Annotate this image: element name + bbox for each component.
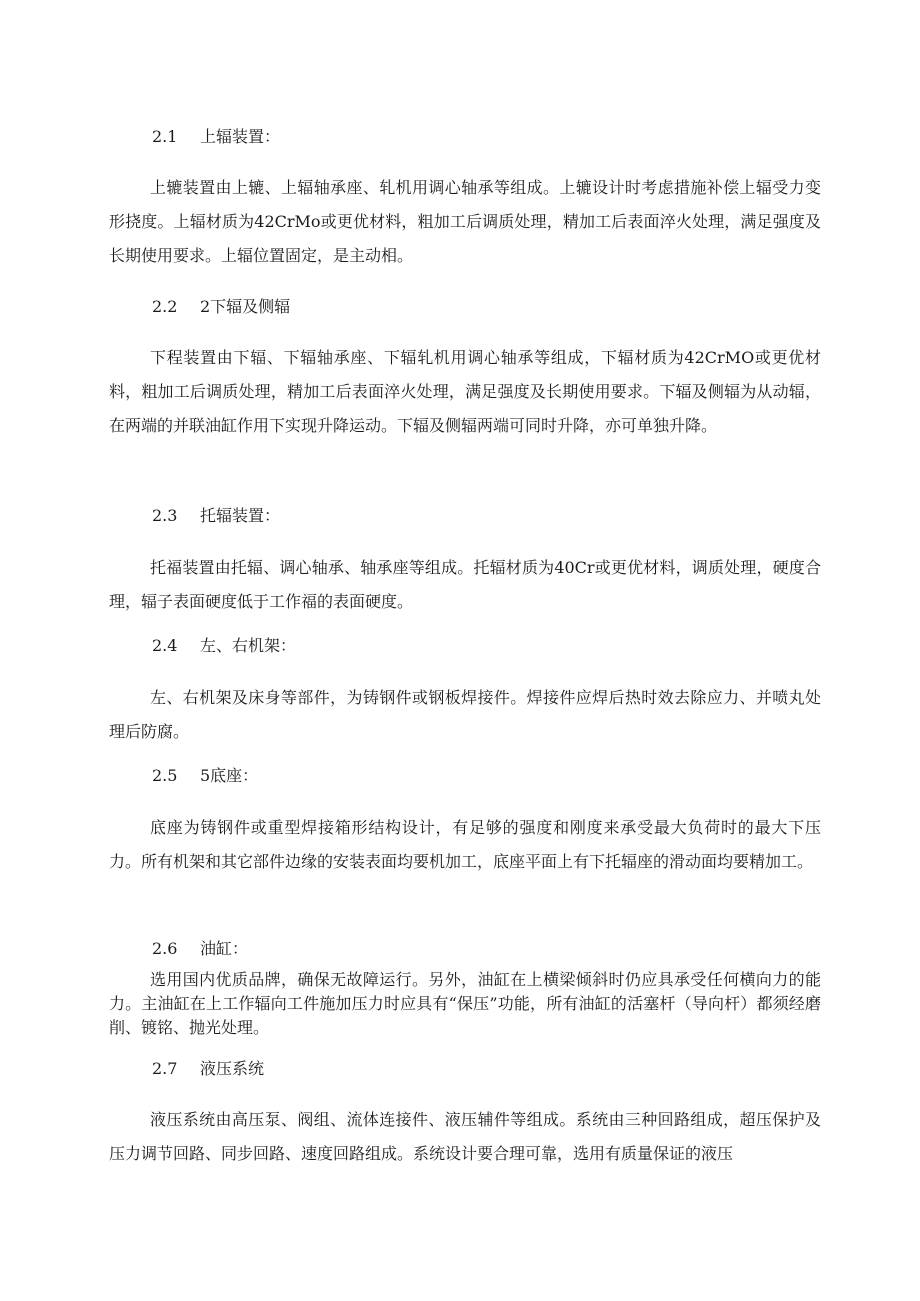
- section-title: 液压系统: [200, 1059, 265, 1078]
- section-heading: [152, 939, 248, 959]
- section-title: 5底座：: [200, 766, 259, 785]
- section-paragraph: 选用国内优质品牌，确保无故障运行。另外，油缸在上横梁倾斜时仍应具承受任何横向力的能力。主油缸在上工作辐向工件施加压力时应具有“保压”功能，所有油缸的活塞杆（导向杆）都须经磨削、镀铭、抛光处理。: [109, 970, 821, 1037]
- section-paragraph: 左、右机架及床身等部件，为铸钢件或钢板焊接件。焊接件应焊后热时效去除应力、并喷丸处理后防腐。: [109, 688, 821, 741]
- section-title: 托辐装置：: [200, 506, 281, 525]
- section-number: 2.7: [152, 1059, 178, 1078]
- section-paragraph: 托福装置由托辐、调心轴承、轴承座等组成。托辐材质为40Cr或更优材料，调质处理，硬度合理，辐子表面硬度低于工作福的表面硬度。: [109, 558, 821, 611]
- section-heading: [152, 636, 296, 656]
- section-paragraph: 液压系统由高压泵、阀组、流体连接件、液压辅件等组成。系统由三种回路组成，超压保护及压力调节回路、同步回路、速度回路组成。系统设计要合理可靠，选用有质量保证的液压: [109, 1110, 821, 1163]
- section-heading: [152, 297, 290, 317]
- section-heading: [152, 127, 280, 147]
- section-title: 油缸：: [200, 939, 249, 958]
- section-number: 2.4: [152, 636, 178, 655]
- section-title: 2下辐及侧辐: [200, 297, 291, 316]
- section-number: 2.5: [152, 766, 178, 785]
- section-title: 左、右机架：: [200, 636, 297, 655]
- section-paragraph: 下程装置由下辐、下辐轴承座、下辐轧机用调心轴承等组成，下辐材质为42CrMO或更优材料，粗加工后调质处理，精加工后表面淬火处理，满足强度及长期使用要求。下辐及侧辐为从动辐，在两端的并联油缸作用下实现升降运动。下辐及侧辐两端可同时升降，亦可单独升降。: [109, 348, 821, 435]
- section-number: 2.1: [152, 127, 178, 146]
- section-title: 上辐装置：: [200, 127, 281, 146]
- section-heading: [152, 766, 258, 786]
- section-heading: [152, 506, 280, 526]
- section-heading: [152, 1059, 264, 1079]
- section-number: 2.3: [152, 506, 178, 525]
- section-number: 2.2: [152, 297, 178, 316]
- section-paragraph: 底座为铸钢件或重型焊接箱形结构设计，有足够的强度和刚度来承受最大负荷时的最大下压力。所有机架和其它部件边缘的安装表面均要机加工，底座平面上有下托辐座的滑动面均要精加工。: [109, 818, 821, 871]
- section-paragraph: 上辘装置由上辘、上辐轴承座、轧机用调心轴承等组成。上辘设计时考虑措施补偿上辐受力变形挠度。上辐材质为42CrMo或更优材料，粗加工后调质处理，精加工后表面淬火处理，满足强度及长期使用要求。上辐位置固定，是主动相。: [109, 178, 821, 265]
- section-number: 2.6: [152, 939, 178, 958]
